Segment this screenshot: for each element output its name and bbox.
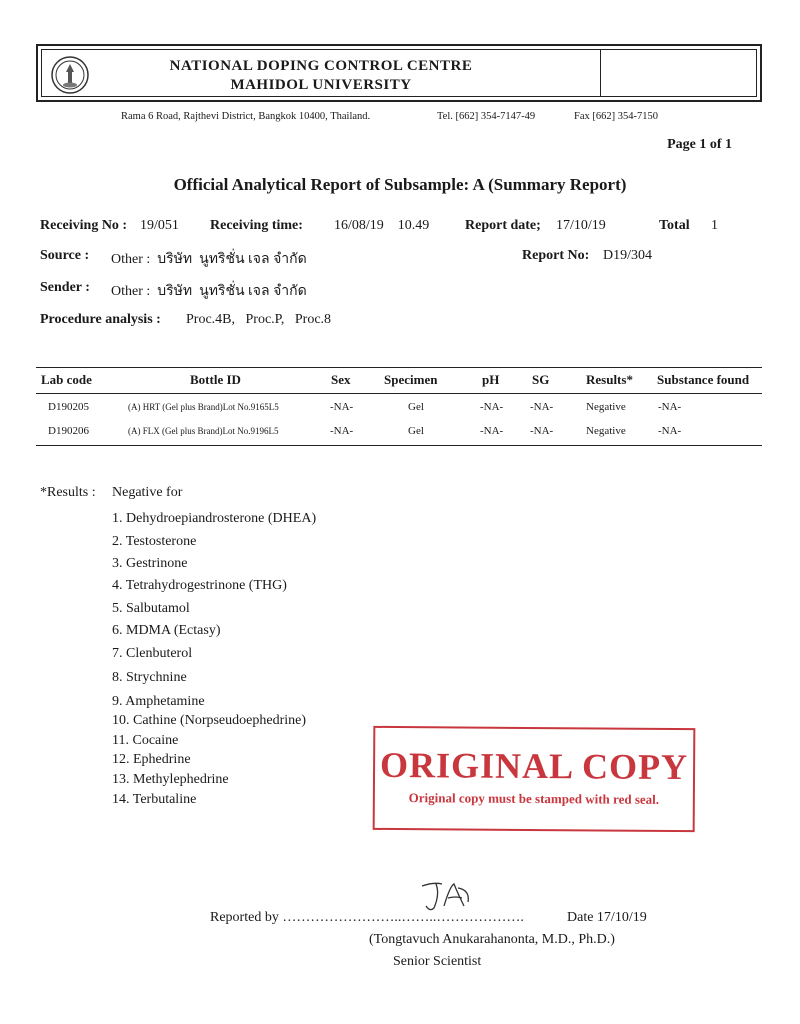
bottle-id-cell: (A) HRT (Gel plus Brand)Lot No.9165L5 <box>128 402 279 412</box>
procedure-value: Proc.4B, Proc.P, Proc.8 <box>186 312 332 327</box>
col-header-substance-found: Substance found <box>657 372 750 387</box>
header-divider <box>600 50 601 96</box>
street-address: Rama 6 Road, Rajthevi District, Bangkok 10400, Thailand. <box>121 111 371 122</box>
list-item: 2. Testosterone <box>112 534 197 549</box>
result-cell: Negative <box>586 425 626 437</box>
col-header-specimen: Specimen <box>384 372 438 387</box>
table-top-rule <box>36 367 762 368</box>
specimen-cell: Gel <box>408 401 424 413</box>
letterhead-inner-border <box>41 49 757 97</box>
ph-cell: -NA- <box>480 425 504 437</box>
receiving-no-label: Receiving No : <box>40 218 128 233</box>
col-header-bottle-id: Bottle ID <box>190 372 241 387</box>
ph-cell: -NA- <box>480 401 504 413</box>
list-item: 9. Amphetamine <box>112 694 205 709</box>
total-value: 1 <box>711 218 718 233</box>
source-value: Other : บริษัท นูทริชั่น เจล จำกัด <box>111 252 307 267</box>
sex-cell: -NA- <box>330 425 354 437</box>
report-date-value: 17/10/19 <box>556 218 606 233</box>
centre-name: NATIONAL DOPING CONTROL CENTRE <box>169 58 473 74</box>
receiving-time-label: Receiving time: <box>210 218 303 233</box>
results-intro: Negative for <box>112 485 183 500</box>
list-item: 4. Tetrahydrogestrinone (THG) <box>112 578 287 593</box>
list-item: 10. Cathine (Norpseudoephedrine) <box>112 713 306 728</box>
list-item: 11. Cocaine <box>112 733 179 748</box>
list-item: 5. Salbutamol <box>112 601 190 616</box>
letterhead-box <box>36 44 762 102</box>
report-no-label: Report No: <box>522 248 590 263</box>
bottle-id-cell: (A) FLX (Gel plus Brand)Lot No.9196L5 <box>128 426 279 436</box>
sg-cell: -NA- <box>530 401 554 413</box>
table-header-rule <box>36 393 762 394</box>
signatory-name: (Tongtavuch Anukarahanonta, M.D., Ph.D.) <box>369 932 615 947</box>
handwritten-signature <box>418 880 478 914</box>
receiving-time-value: 16/08/19 10.49 <box>334 218 430 233</box>
col-header-results: Results* <box>586 372 633 387</box>
original-copy-stamp <box>373 726 696 832</box>
sg-cell: -NA- <box>530 425 554 437</box>
stamp-main-text: ORIGINAL COPY <box>379 744 689 788</box>
report-title: Official Analytical Report of Subsample: A (Summary Report) <box>173 175 627 194</box>
list-item: 8. Strychnine <box>112 670 187 685</box>
report-date-label: Report date; <box>465 218 541 233</box>
substance-cell: -NA- <box>658 425 682 437</box>
list-item: 3. Gestrinone <box>112 556 188 571</box>
col-header-ph: pH <box>482 372 500 387</box>
list-item: 7. Clenbuterol <box>112 646 193 661</box>
reported-by-line: Reported by ……………………..……..………………. <box>210 910 524 925</box>
lab-code-cell: D190206 <box>48 425 89 437</box>
signoff-date: Date 17/10/19 <box>567 910 647 925</box>
page-number: Page 1 of 1 <box>667 137 732 152</box>
total-label: Total <box>659 218 690 233</box>
specimen-cell: Gel <box>408 425 424 437</box>
sender-label: Sender : <box>40 280 90 295</box>
substance-cell: -NA- <box>658 401 682 413</box>
lab-code-cell: D190205 <box>48 401 89 413</box>
telephone: Tel. [662] 354-7147-49 <box>437 111 536 122</box>
col-header-sex: Sex <box>331 372 351 387</box>
results-label: *Results : <box>40 485 96 500</box>
col-header-sg: SG <box>532 372 550 387</box>
university-name: MAHIDOL UNIVERSITY <box>230 77 412 93</box>
signatory-position: Senior Scientist <box>393 954 482 969</box>
report-no-value: D19/304 <box>603 248 652 263</box>
result-cell: Negative <box>586 401 626 413</box>
table-bottom-rule <box>36 445 762 446</box>
sender-value: Other : บริษัท นูทริชั่น เจล จำกัด <box>111 284 307 299</box>
receiving-no-value: 19/051 <box>140 218 179 233</box>
col-header-lab-code: Lab code <box>41 372 92 387</box>
list-item: 1. Dehydroepiandrosterone (DHEA) <box>112 511 317 526</box>
sex-cell: -NA- <box>330 401 354 413</box>
list-item: 12. Ephedrine <box>112 752 191 767</box>
list-item: 14. Terbutaline <box>112 792 197 807</box>
fax-number: Fax [662] 354-7150 <box>574 111 658 122</box>
stamp-sub-text: Original copy must be stamped with red seal. <box>408 790 660 807</box>
procedure-label: Procedure analysis : <box>40 312 161 327</box>
source-label: Source : <box>40 248 90 263</box>
list-item: 13. Methylephedrine <box>112 772 229 787</box>
list-item: 6. MDMA (Ectasy) <box>112 623 221 638</box>
